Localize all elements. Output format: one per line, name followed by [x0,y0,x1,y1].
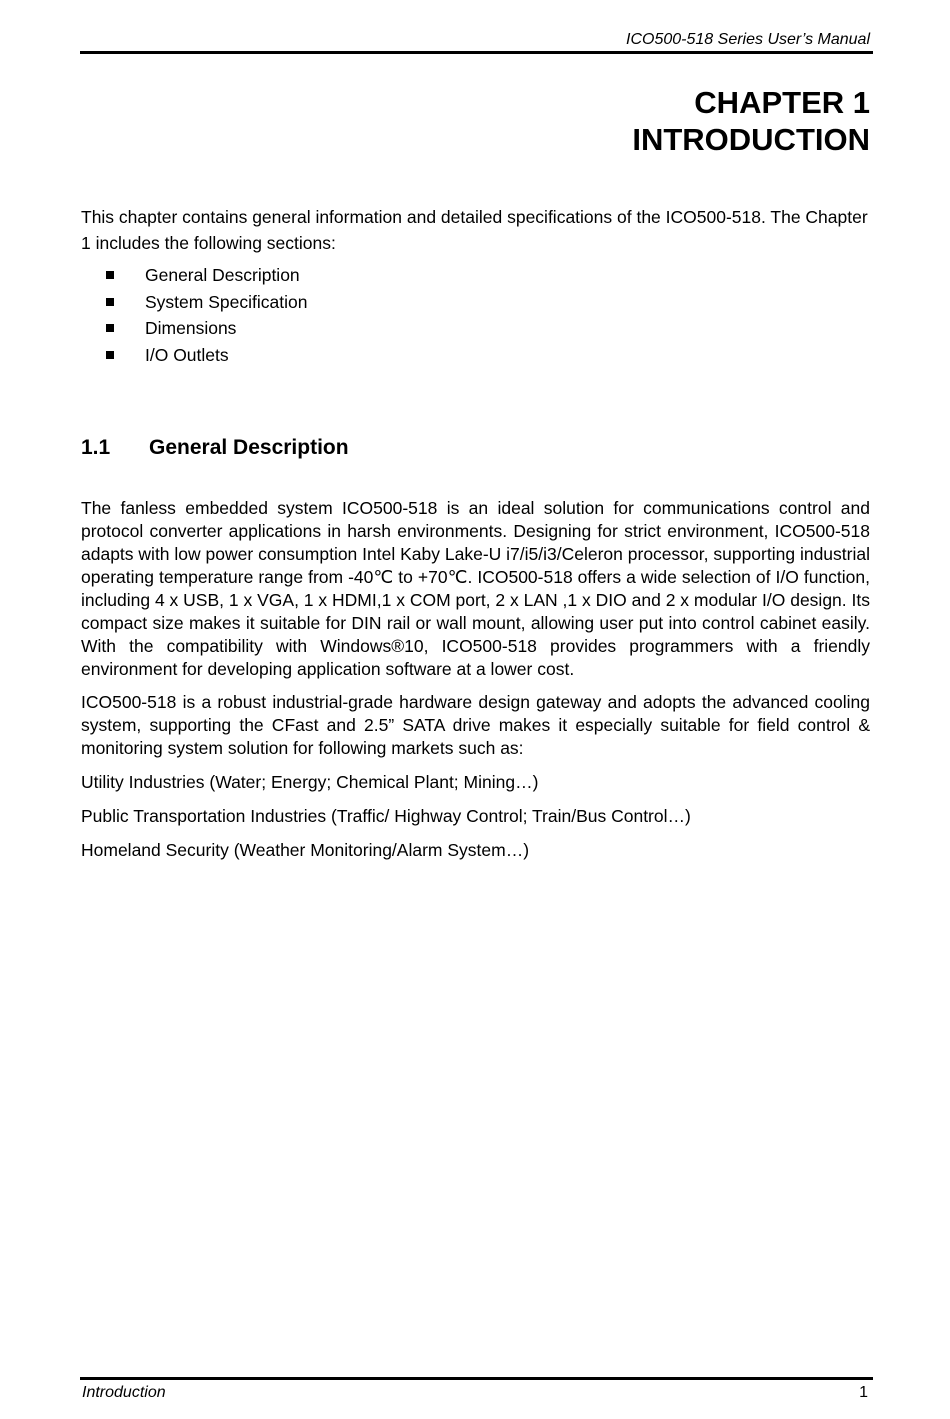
list-item [106,342,307,369]
section-body [81,497,870,862]
chapter-heading [632,84,870,158]
chapter-title: INTRODUCTION [632,122,870,157]
intro-paragraph [81,204,870,256]
footer-section-name: Introduction [82,1384,166,1401]
header-rule [80,51,873,54]
list-item-label: System Specification [145,291,308,312]
chapter-number: CHAPTER 1 [694,85,870,120]
market-line: Public Transportation Industries (Traffic/ Highway Control; Train/Bus Control…) [81,806,691,826]
body-paragraph: The fanless embedded system ICO500-518 is an ideal solution for communications control and protocol converter applications in harsh environments. Designing for strict environment, ICO500-518 adapts with low power consumption Intel Kaby Lake-U i7/i5/i3/Celeron processor, supporting industrial operating temperature range from -40℃ to +70℃. ICO500-518 offers a wide selection of I/O function, including 4 x USB, 1 x VGA, 1 x HDMI,1 x COM port, 2 x LAN ,1 x DIO and 2 x modular I/O design. Its compact size makes it suitable for DIN rail or wall mount, allowing user put into control cabinet easily. With the compatibility with Windows®10, ICO500-518 provides programmers with a friendly environment for developing application software at a lower cost. [81,498,870,679]
list-item-label: General Description [145,265,300,286]
list-item [106,289,307,316]
square-bullet-icon [106,271,114,279]
square-bullet-icon [106,324,114,332]
section-heading [81,436,349,460]
square-bullet-icon [106,351,114,359]
list-item-label: I/O Outlets [145,344,229,365]
list-item-label: Dimensions [145,318,237,339]
running-header-title: ICO500-518 Series User’s Manual [626,31,870,48]
page-number: 1 [859,1384,868,1401]
footer-rule [80,1377,873,1380]
body-paragraph: ICO500-518 is a robust industrial-grade hardware design gateway and adopts the advanced cooling system, supporting the CFast and 2.5” SATA drive makes it especially suitable for field control & monitoring system solution for following markets such as: [81,692,870,758]
list-item [106,262,307,289]
market-line: Utility Industries (Water; Energy; Chemical Plant; Mining…) [81,772,539,792]
section-number: 1.1 [81,436,111,459]
market-line: Homeland Security (Weather Monitoring/Alarm System…) [81,840,530,860]
section-title: General Description [149,436,349,459]
section-list [106,262,307,368]
list-item [106,315,307,342]
square-bullet-icon [106,298,114,306]
intro-text: This chapter contains general information and detailed specifications of the ICO500-518. The Chapter 1 includes the following sections: [81,207,868,253]
